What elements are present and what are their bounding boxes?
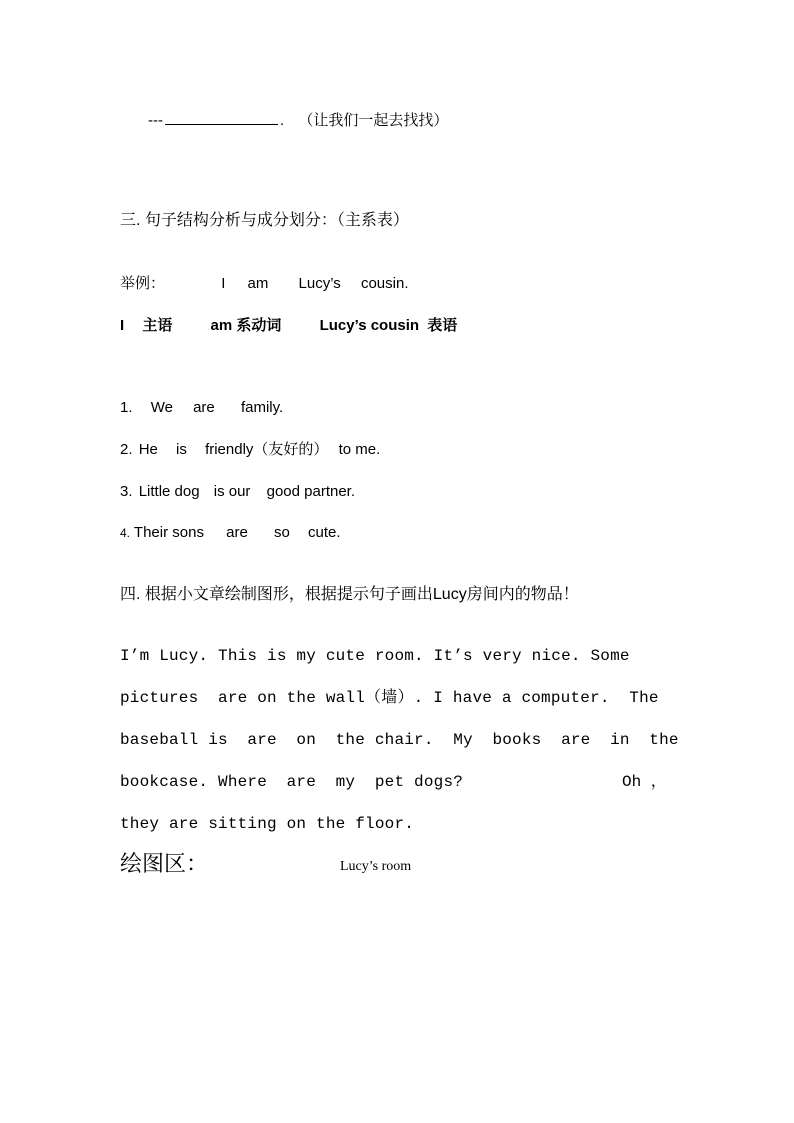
answer-blank[interactable]: [165, 110, 278, 125]
analysis-word: Lucy’s cousin: [319, 317, 420, 334]
example-word: I: [221, 275, 226, 292]
item-number: 4.: [120, 526, 131, 540]
item-part: good partner.: [266, 483, 356, 500]
draw-area-label: 绘图区：: [120, 851, 209, 876]
item-number: 1.: [120, 399, 133, 416]
list-item: [120, 400, 283, 415]
analysis-role: 系动词: [236, 317, 282, 334]
item-number: 3.: [120, 483, 133, 500]
item-part: so: [273, 524, 290, 541]
item-part: friendly（友好的）: [205, 441, 329, 458]
example-word: Lucy’s: [298, 275, 341, 292]
period: .: [280, 112, 285, 129]
analysis-word: I: [120, 317, 125, 334]
item-part: is our: [213, 483, 251, 500]
item-part: family.: [240, 399, 284, 416]
passage-line: bookcase. Where are my pet dogs?: [120, 773, 464, 791]
dash-prefix: ---: [148, 112, 163, 129]
list-item: [120, 484, 355, 499]
item-part: Their sons: [133, 524, 204, 541]
item-part: are: [226, 524, 248, 541]
drawing-area[interactable]: [120, 890, 674, 1090]
analysis-word: am: [210, 317, 233, 334]
passage-line: baseball is are on the chair. My books are in the: [120, 731, 679, 749]
item-part: is: [176, 441, 187, 458]
item-number: 2.: [120, 441, 133, 458]
list-item: [120, 525, 341, 540]
room-label: Lucy’s room: [340, 859, 412, 874]
hint-text: （让我们一起去找找）: [298, 112, 449, 129]
analysis-line: [120, 318, 457, 333]
item-part: We: [150, 399, 173, 416]
passage-line: they are sitting on the floor.: [120, 815, 415, 833]
analysis-role: 主语: [142, 317, 173, 334]
item-part: cute.: [308, 524, 341, 541]
passage-line-tail: Oh ，: [622, 773, 667, 791]
passage-line: pictures are on the wall（墙）. I have a computer. The: [120, 689, 659, 707]
analysis-role: 表语: [427, 317, 458, 334]
item-part: are: [193, 399, 215, 416]
item-part: to me.: [338, 441, 381, 458]
section3-heading: 三. 句子结构分析与成分划分：（主系表）: [120, 212, 409, 229]
item-part: He: [138, 441, 158, 458]
example-word: cousin.: [360, 275, 409, 292]
example-sentence: [120, 276, 409, 291]
item-part: Little dog: [138, 483, 200, 500]
list-item: [120, 442, 380, 457]
section4-heading: 四. 根据小文章绘制图形，根据提示句子画出Lucy房间内的物品！: [120, 586, 579, 603]
example-word: am: [247, 275, 269, 292]
example-label: 举例：: [120, 275, 166, 292]
top-fill-line: [148, 110, 448, 128]
passage-line: I’m Lucy. This is my cute room. It’s very nice. Some: [120, 647, 630, 665]
